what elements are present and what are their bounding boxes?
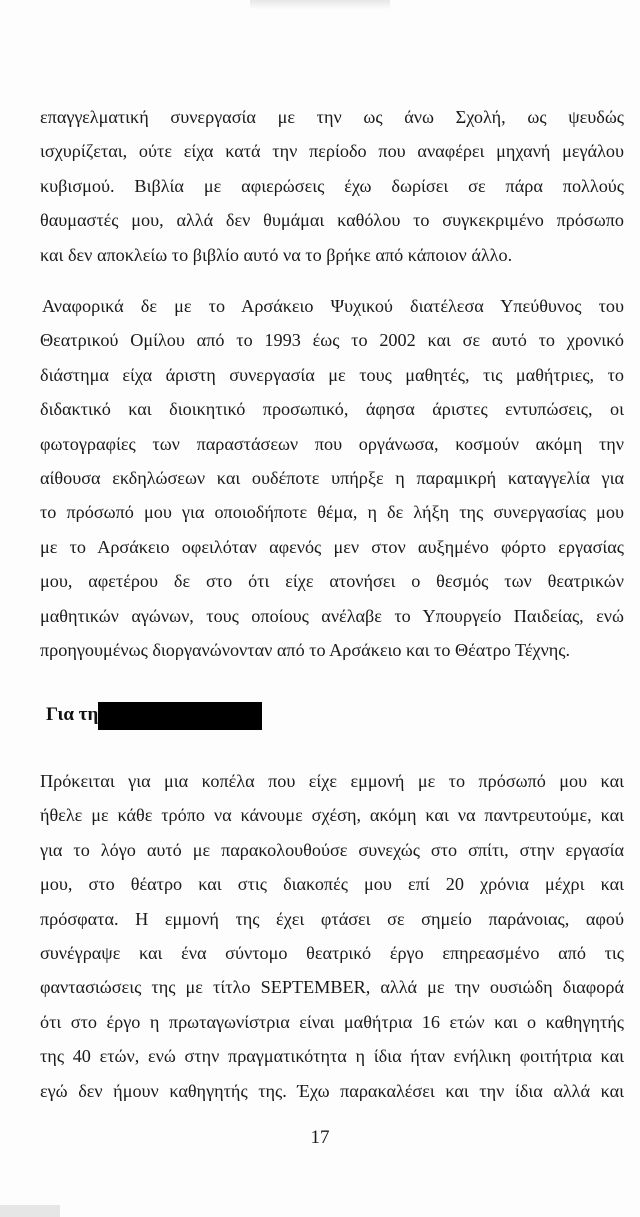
text-line: πρόσφατα. Η εμμονή της έχει φτάσει σε σημείο παράνοιας, αφού xyxy=(40,908,624,929)
text-line: Αναφορικά δε με το Αρσάκειο Ψυχικού διατέλεσα Υπεύθυνος του xyxy=(42,296,624,316)
text-line: μου, στο θέατρο και στις διακοπές μου επί 20 χρόνια μέχρι και xyxy=(40,874,624,895)
text-line: θαυμαστές μου, αλλά δεν θυμάμαι καθόλου το συγκεκριμένο πρόσωπο xyxy=(40,210,624,231)
text-line: με το Αρσάκειο οφειλόταν αφενός μεν στον αυξημένο φόρτο εργασίας xyxy=(40,536,624,557)
heading-text: Για τη xyxy=(46,704,99,725)
scan-artifact-bottom xyxy=(0,1205,60,1217)
text-line: το πρόσωπό μου για οποιοδήποτε θέμα, η δε λήξη της συνεργασίας μου xyxy=(40,502,624,523)
text-line: φαντασιώσεις της με τίτλο SEPTEMBER, αλλά με την ουσιώδη διαφορά xyxy=(40,977,624,998)
text-line: μαθητικών αγώνων, τους οποίους ανέλαβε το Υπουργείο Παιδείας, ενώ xyxy=(40,605,624,626)
text-line: επαγγελματική συνεργασία με την ως άνω Σχολή, ως ψευδώς xyxy=(40,107,624,127)
scan-artifact-top xyxy=(250,0,390,10)
text-line: φωτογραφίες των παραστάσεων που οργάνωσα, κοσμούν ακόμη την xyxy=(40,433,624,454)
text-line: μου, αφετέρου δε στο ότι είχε ατονήσει ο θεσμός των θεατρικών xyxy=(40,571,624,592)
text-line: διδακτικό και διοικητικό προσωπικό, άφησα άριστες εντυπώσεις, οι xyxy=(40,399,624,420)
text-line: ότι στο έργο η πρωταγωνίστρια είναι μαθήτρια 16 ετών και ο καθηγητής xyxy=(40,1011,624,1032)
text-line: ήθελε με κάθε τρόπο να κάνουμε σχέση, ακόμη και να παντρευτούμε, και xyxy=(40,805,624,826)
paragraph-2 xyxy=(40,289,624,667)
text-line: κυβισμού. Βιβλία με αφιερώσεις έχω δωρίσει σε πάρα πολλούς xyxy=(40,175,624,196)
text-line: εγώ δεν ήμουν καθηγητής της. Έχω παρακαλέσει και την ίδια αλλά και xyxy=(40,1080,624,1101)
text-line: διάστημα είχα άριστη συνεργασία με τους μαθητές, τις μαθήτριες, το xyxy=(40,364,624,385)
text-line: Θεατρικού Ομίλου από το 1993 έως το 2002 και σε αυτό το χρονικό xyxy=(40,330,624,351)
page-number: 17 xyxy=(310,1127,330,1148)
text-line: συνέγραψε και ένα σύντομο θεατρικό έργο επηρεασμένο από τις xyxy=(40,942,624,963)
text-line: για το λόγο αυτό με παρακολουθούσε συνεχώς στο σπίτι, στην εργασία xyxy=(40,839,624,860)
text-line: Πρόκειται για μια κοπέλα που είχε εμμονή με το πρόσωπό μου και xyxy=(40,771,624,791)
text-line: και δεν αποκλείω το βιβλίο αυτό να το βρήκε από κάποιον άλλο. xyxy=(40,244,513,265)
text-line: της 40 ετών, ενώ στην πραγματικότητα η ίδια ήταν ενήλικη φοιτήτρια και xyxy=(40,1046,624,1067)
text-line: προηγουμένως διοργανώνονταν από το Αρσάκειο και το Θέατρο Τέχνης. xyxy=(40,639,571,660)
redaction-bar xyxy=(98,702,262,730)
section-heading xyxy=(46,695,262,735)
text-line: ισχυρίζεται, ούτε είχα κατά την περίοδο που αναφέρει μηχανή μεγάλου xyxy=(40,141,624,162)
text-line: αίθουσα εκδηλώσεων και ουδέποτε υπήρξε η παραμικρή καταγγελία για xyxy=(40,467,624,488)
paragraph-1 xyxy=(40,100,624,272)
paragraph-3 xyxy=(40,764,624,1108)
